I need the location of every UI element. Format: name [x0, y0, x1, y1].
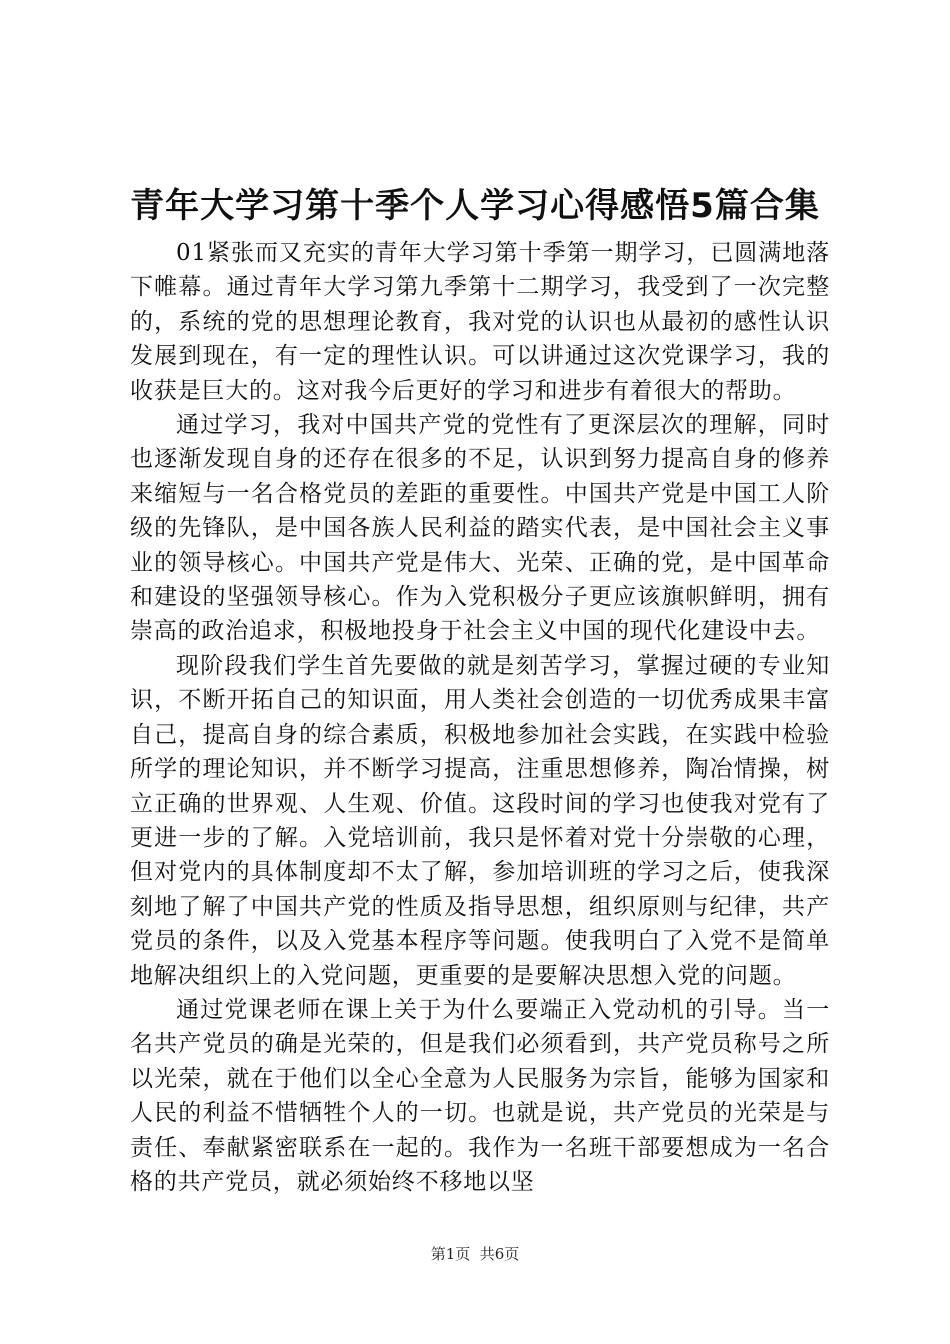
paragraph-1: 01紧张而又充实的青年大学习第十季第一期学习，已圆满地落下帷幕。通过青年大学习第九季第十二期学习，我受到了一次完整的，系统的党的思想理论教育，我对党的认识也从最初的感性认识发展到现在，有一定的理性认识。可以讲通过这次党课学习，我的收获是巨大的。这对我今后更好的学习和进步有着很大的帮助。	[130, 240, 830, 404]
document-title: 青年大学习第十季个人学习心得感悟5篇合集	[130, 186, 820, 226]
document-body	[130, 236, 830, 1199]
paragraph-3: 现阶段我们学生首先要做的就是刻苦学习，掌握过硬的专业知识，不断开拓自己的知识面，用人类社会创造的一切优秀成果丰富自己，提高自身的综合素质，积极地参加社会实践，在实践中检验所学的理论知识，并不断学习提高，注重思想修养，陶冶情操，树立正确的世界观、人生观、价值。这段时间的学习也使我对党有了更进一步的了解。入党培训前，我只是怀着对党十分崇敬的心理，但对党内的具体制度却不太了解，参加培训班的学习之后，使我深刻地了解了中国共产党的性质及指导思想，组织原则与纪律，共产党员的条件，以及入党基本程序等问题。使我明白了入党不是简单地解决组织上的入党问题，更重要的是要解决思想入党的问题。	[130, 652, 830, 989]
paragraph-2: 通过学习，我对中国共产党的党性有了更深层次的理解，同时也逐渐发现自身的还存在很多的不足，认识到努力提高自身的修养来缩短与一名合格党员的差距的重要性。中国共产党是中国工人阶级的先锋队，是中国各族人民利益的踏实代表，是中国社会主义事业的领导核心。中国共产党是伟大、光荣、正确的党，是中国革命和建设的坚强领导核心。作为入党积极分子更应该旗帜鲜明，拥有崇高的政治追求，积极地投身于社会主义中国的现代化建设中去。	[130, 412, 830, 645]
paragraph-4: 通过党课老师在课上关于为什么要端正入党动机的引导。当一名共产党员的确是光荣的，但是我们必须看到，共产党员称号之所以光荣，就在于他们以全心全意为人民服务为宗旨，能够为国家和人民的利益不惜牺牲个人的一切。也就是说，共产党员的光荣是与责任、奉献紧密联系在一起的。我作为一名班干部要想成为一名合格的共产党员，就必须始终不移地以坚	[130, 996, 830, 1195]
page-number-footer: 第1页 共6页	[430, 1245, 520, 1263]
